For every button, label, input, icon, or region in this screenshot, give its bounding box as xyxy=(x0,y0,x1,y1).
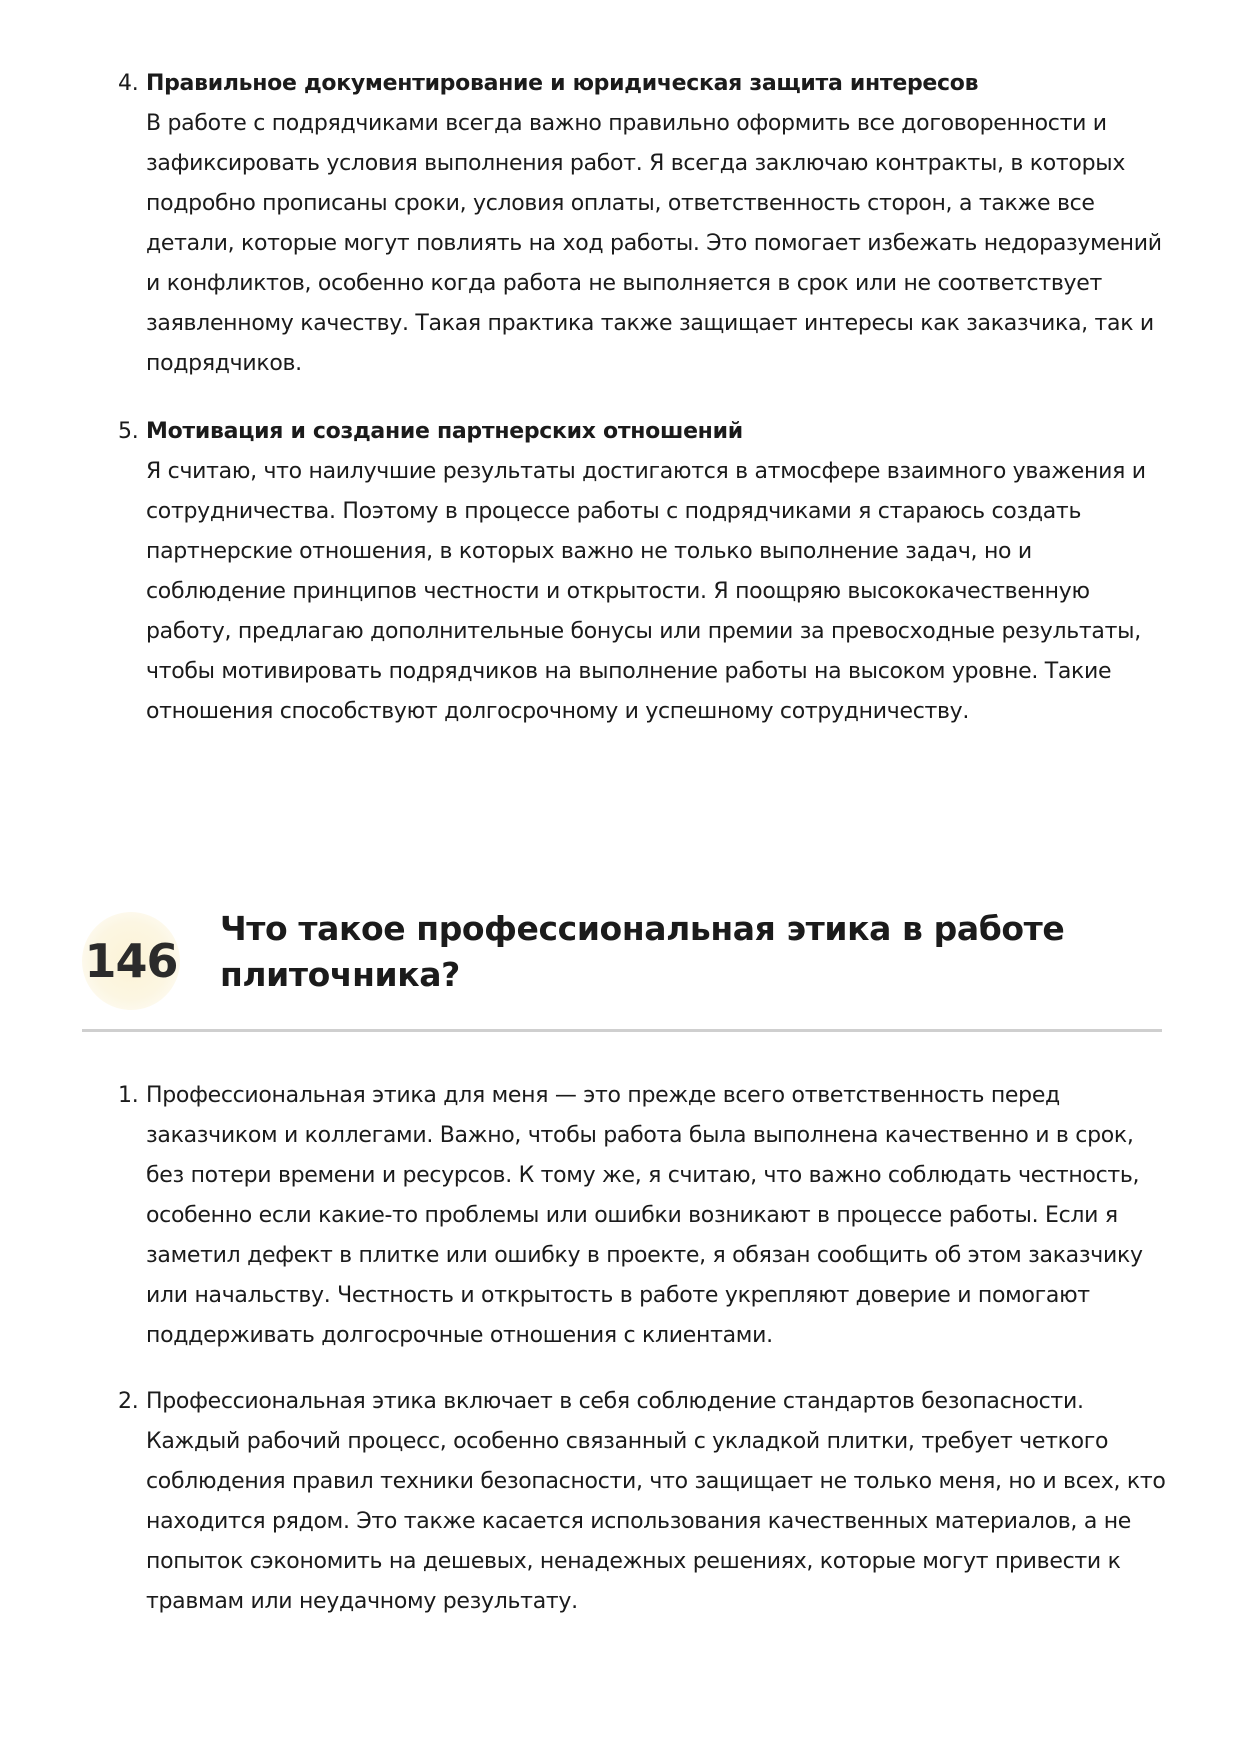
list-item-content xyxy=(146,412,1168,732)
list-item-number: 2. xyxy=(118,1389,139,1414)
question-title-line-1: Что такое профессиональная этика в работе xyxy=(220,909,1065,948)
answer-list xyxy=(118,1076,1168,1622)
list-item-text: Профессиональная этика включает в себя соблюдение стандартов безопасности. Каждый рабочий процесс, особенно связанный с укладкой плитки, требует четкого соблюдения правил техники безопасности, что защищает не только меня, но и всех, кто находится рядом. Это также касается использования качественных материалов, а не попыток сэкономить на дешевых, ненадежных решениях, которые могут привести к травмам или неудачному результату. xyxy=(146,1389,1166,1614)
question-title-line-2: плиточника? xyxy=(220,955,460,994)
list-item xyxy=(118,412,1168,732)
list-item-content xyxy=(146,64,1168,384)
list-item-text: Я считаю, что наилучшие результаты достигаются в атмосфере взаимного уважения и сотрудничества. Поэтому в процессе работы с подрядчиками я стараюсь создать партнерские отношения, в которых важно не только выполнение задач, но и соблюдение принципов честности и открытости. Я поощряю высококачественную работу, предлагаю дополнительные бонусы или премии за превосходные результаты, чтобы мотивировать подрядчиков на выполнение работы на высоком уровне. Такие отношения способствуют долгосрочному и успешному сотрудничеству. xyxy=(146,459,1146,724)
list-item-title: Правильное документирование и юридическая защита интересов xyxy=(146,71,979,96)
list-item-text: Профессиональная этика для меня — это прежде всего ответственность перед заказчиком и коллегами. Важно, чтобы работа была выполнена качественно и в срок, без потери времени и ресурсов. К тому же, я считаю, что важно соблюдать честность, особенно если какие-то проблемы или ошибки возникают в процессе работы. Если я заметил дефект в плитке или ошибку в проекте, я обязан сообщить об этом заказчику или начальству. Честность и открытость в работе укрепляют доверие и помогают поддерживать долгосрочные отношения с клиентами. xyxy=(146,1083,1143,1348)
list-item-text: В работе с подрядчиками всегда важно правильно оформить все договоренности и зафиксировать условия выполнения работ. Я всегда заключаю контракты, в которых подробно прописаны сроки, условия оплаты, ответственность сторон, а также все детали, которые могут повлиять на ход работы. Это помогает избежать недоразумений и конфликтов, особенно когда работа не выполняется в срок или не соответствует заявленному качеству. Такая практика также защищает интересы как заказчика, так и подрядчиков. xyxy=(146,111,1162,376)
list-item xyxy=(118,1076,1168,1356)
question-title xyxy=(220,906,1120,998)
question-header xyxy=(82,900,1162,1032)
list-item xyxy=(118,64,1168,384)
list-item-number: 4. xyxy=(118,71,139,96)
list-item xyxy=(118,1382,1168,1622)
answer-list-previous xyxy=(118,64,1168,732)
list-item-number: 5. xyxy=(118,419,139,444)
list-item-content xyxy=(146,1076,1168,1356)
list-item-number: 1. xyxy=(118,1083,139,1108)
list-item-title: Мотивация и создание партнерских отношений xyxy=(146,419,743,444)
list-item-content xyxy=(146,1382,1168,1622)
question-number-badge: 146 xyxy=(82,912,180,1010)
